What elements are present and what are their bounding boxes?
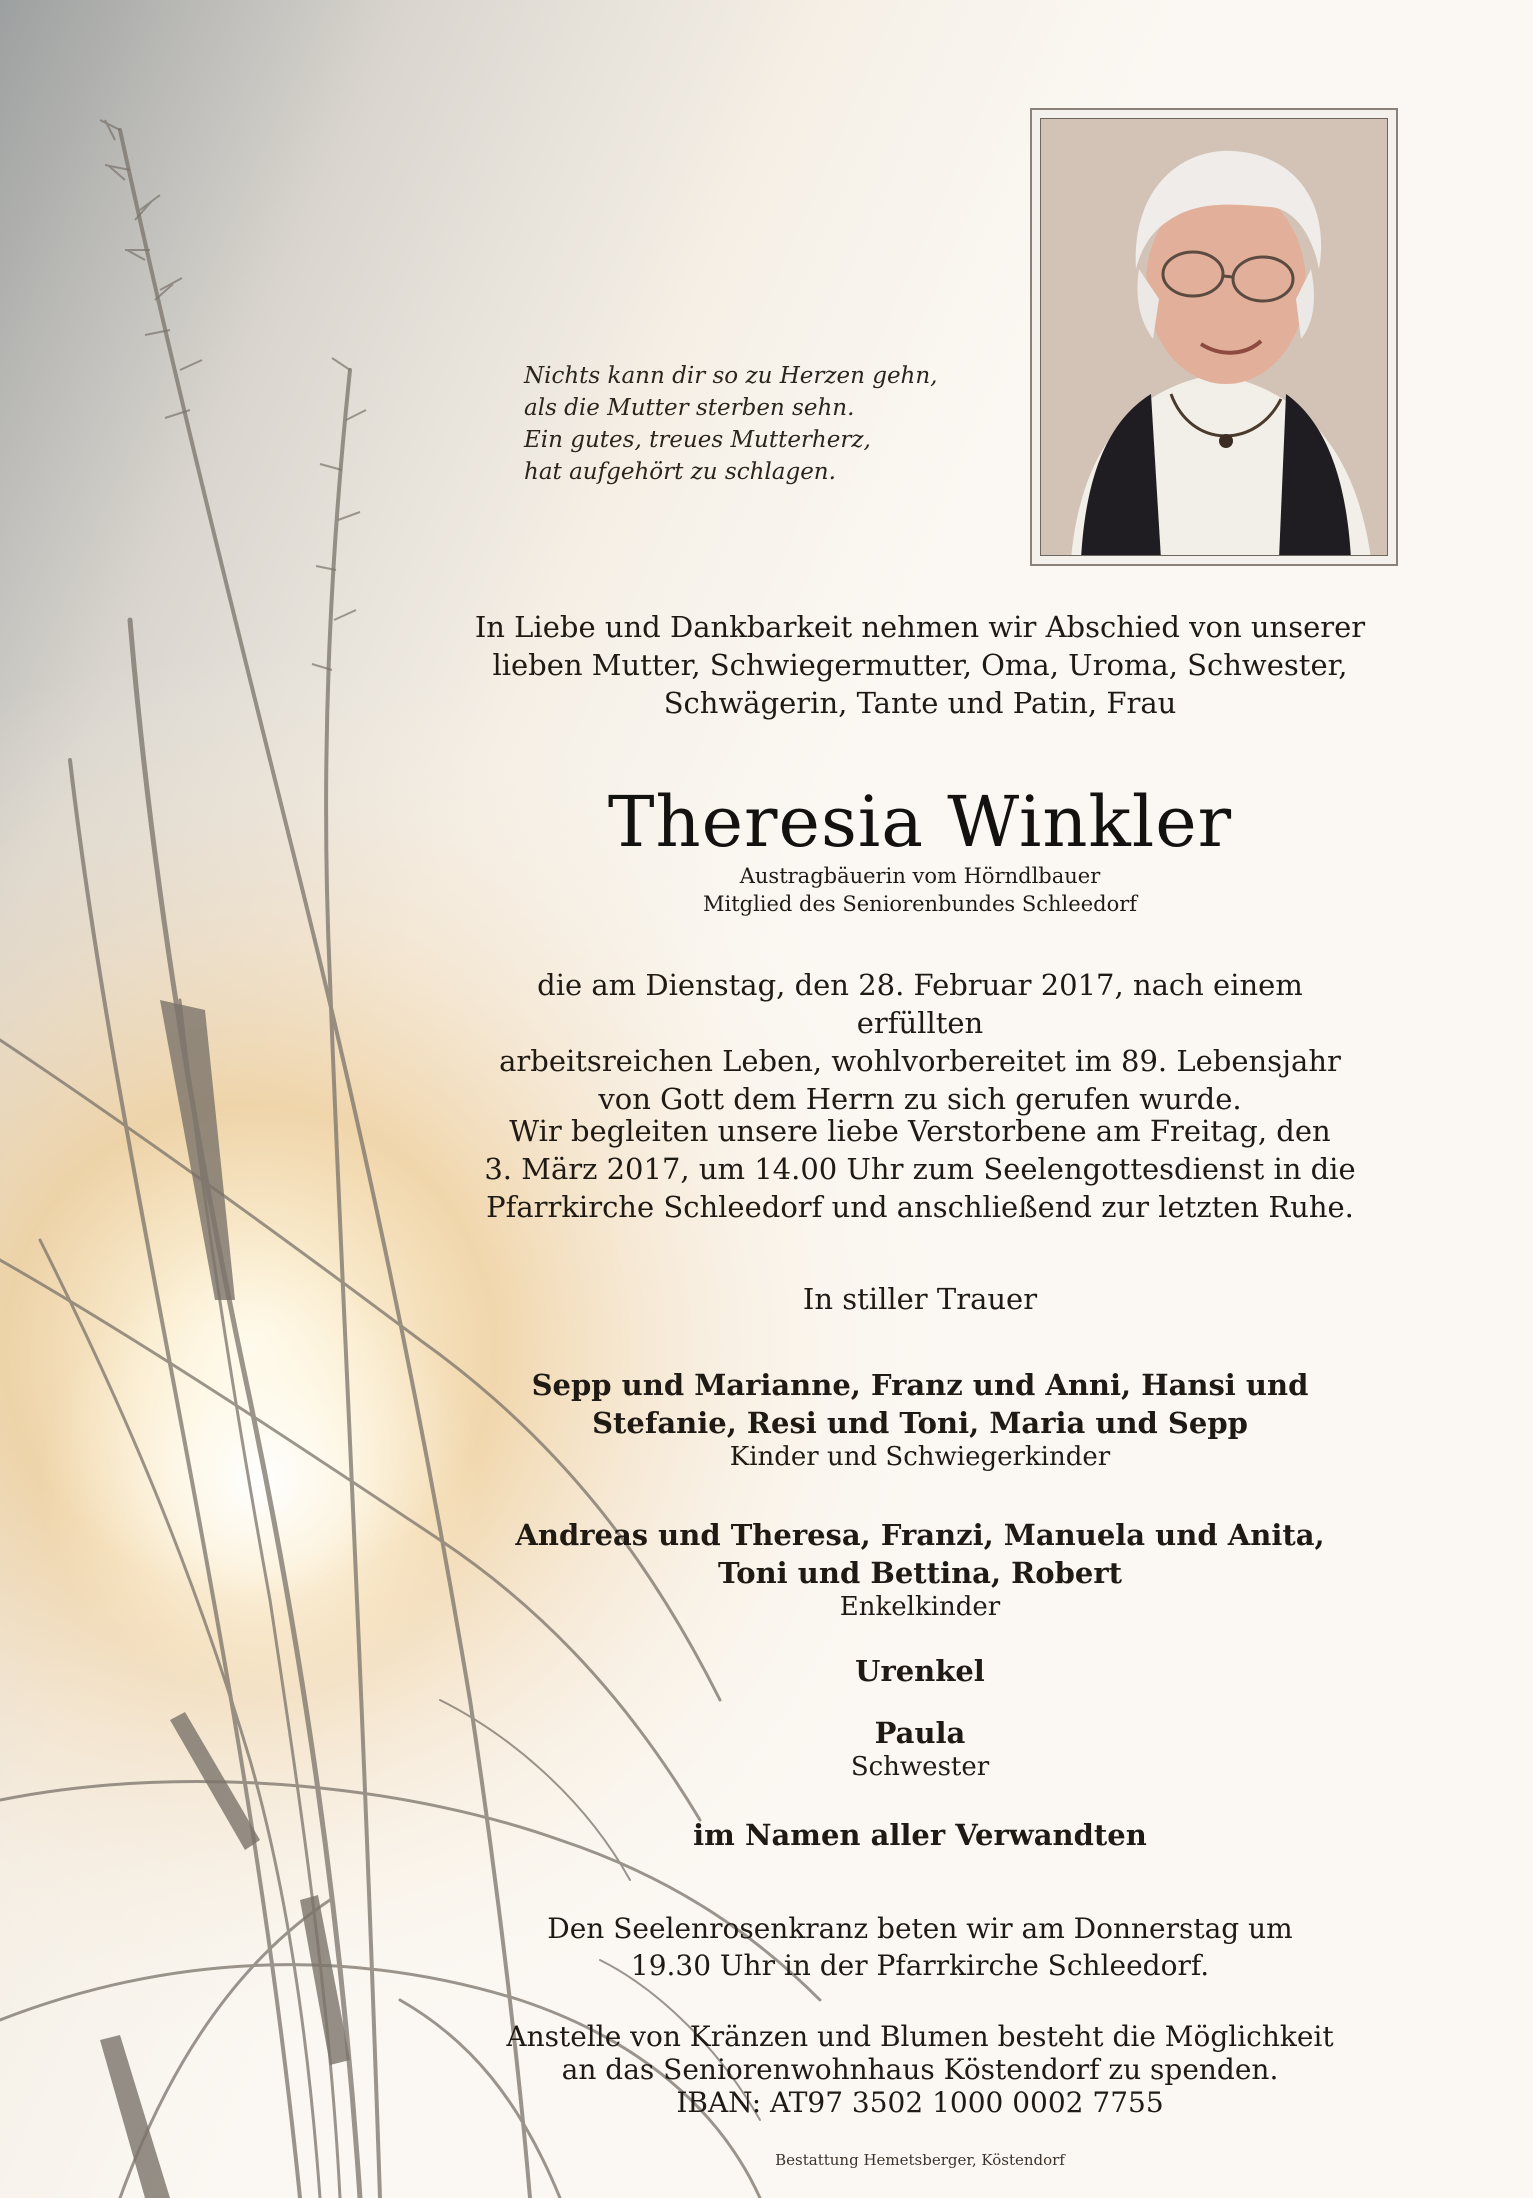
quote-line: Nichts kann dir so zu Herzen gehn, [524,363,938,389]
grandchildren-role: Enkelkinder [839,1592,1001,1622]
deceased-occupation: Austragbäuerin vom Hörndlbauer [739,864,1101,888]
death-notice-line: arbeitsreichen Leben, wohlvorbereitet im 89. Lebensjahr [499,1044,1341,1078]
children-role: Kinder und Schwiegerkinder [729,1442,1111,1472]
intro-line: Schwägerin, Tante und Patin, Frau [663,686,1177,720]
death-notice-line: von Gott dem Herrn zu sich gerufen wurde. [598,1082,1242,1116]
children-names [470,1366,1370,1442]
quote-verse [524,360,1004,488]
quote-line: hat aufgehört zu schlagen. [524,459,836,485]
undertaker-credit: Bestattung Hemetsberger, Köstendorf [775,2151,1065,2169]
funeral-notice [470,1112,1370,1226]
quote-line: Ein gutes, treues Mutterherz, [524,427,871,453]
intro-text [470,608,1370,722]
donation-notice [470,2020,1370,2119]
deceased-membership: Mitglied des Seniorenbundes Schleedorf [702,892,1138,916]
death-notice [470,966,1370,1118]
grandchildren-names-line: Toni und Bettina, Robert [717,1556,1123,1590]
mourning-heading: In stiller Trauer [802,1282,1038,1316]
donation-iban: IBAN: AT97 3502 1000 0002 7755 [676,2086,1164,2119]
intro-line: In Liebe und Dankbarkeit nehmen wir Abschied von unserer [474,610,1366,644]
rosary-notice [470,1910,1370,1984]
children-names-line: Sepp und Marianne, Franz und Anni, Hansi und [531,1368,1309,1402]
deceased-description [470,862,1370,918]
portrait-photo-frame [1030,108,1398,566]
donation-line: Anstelle von Kränzen und Blumen besteht die Möglichkeit [506,2020,1334,2053]
quote-line: als die Mutter sterben sehn. [524,395,855,421]
sibling-role: Schwester [850,1752,990,1782]
funeral-line: Wir begleiten unsere liebe Verstorbene am Freitag, den [509,1114,1331,1148]
funeral-line: Pfarrkirche Schleedorf und anschließend zur letzten Ruhe. [486,1190,1354,1224]
rosary-line: 19.30 Uhr in der Pfarrkirche Schleedorf. [630,1949,1210,1982]
donation-line: an das Seniorenwohnhaus Köstendorf zu spenden. [561,2053,1279,2086]
grandchildren-names [470,1516,1370,1592]
grandchildren-names-line: Andreas und Theresa, Franzi, Manuela und Anita, [515,1518,1325,1552]
deceased-name: Theresia Winkler [607,781,1233,863]
children-names-line: Stefanie, Resi und Toni, Maria und Sepp [592,1406,1248,1440]
great-grandchildren: Urenkel [855,1654,985,1688]
portrait-photo [1040,118,1388,556]
relatives-line: im Namen aller Verwandten [693,1818,1147,1852]
intro-line: lieben Mutter, Schwiegermutter, Oma, Uroma, Schwester, [492,648,1348,682]
funeral-line: 3. März 2017, um 14.00 Uhr zum Seelengottesdienst in die [484,1152,1356,1186]
rosary-line: Den Seelenrosenkranz beten wir am Donnerstag um [547,1912,1293,1945]
sibling-name: Paula [874,1716,966,1750]
death-notice-line: die am Dienstag, den 28. Februar 2017, nach einem erfüllten [537,968,1303,1040]
